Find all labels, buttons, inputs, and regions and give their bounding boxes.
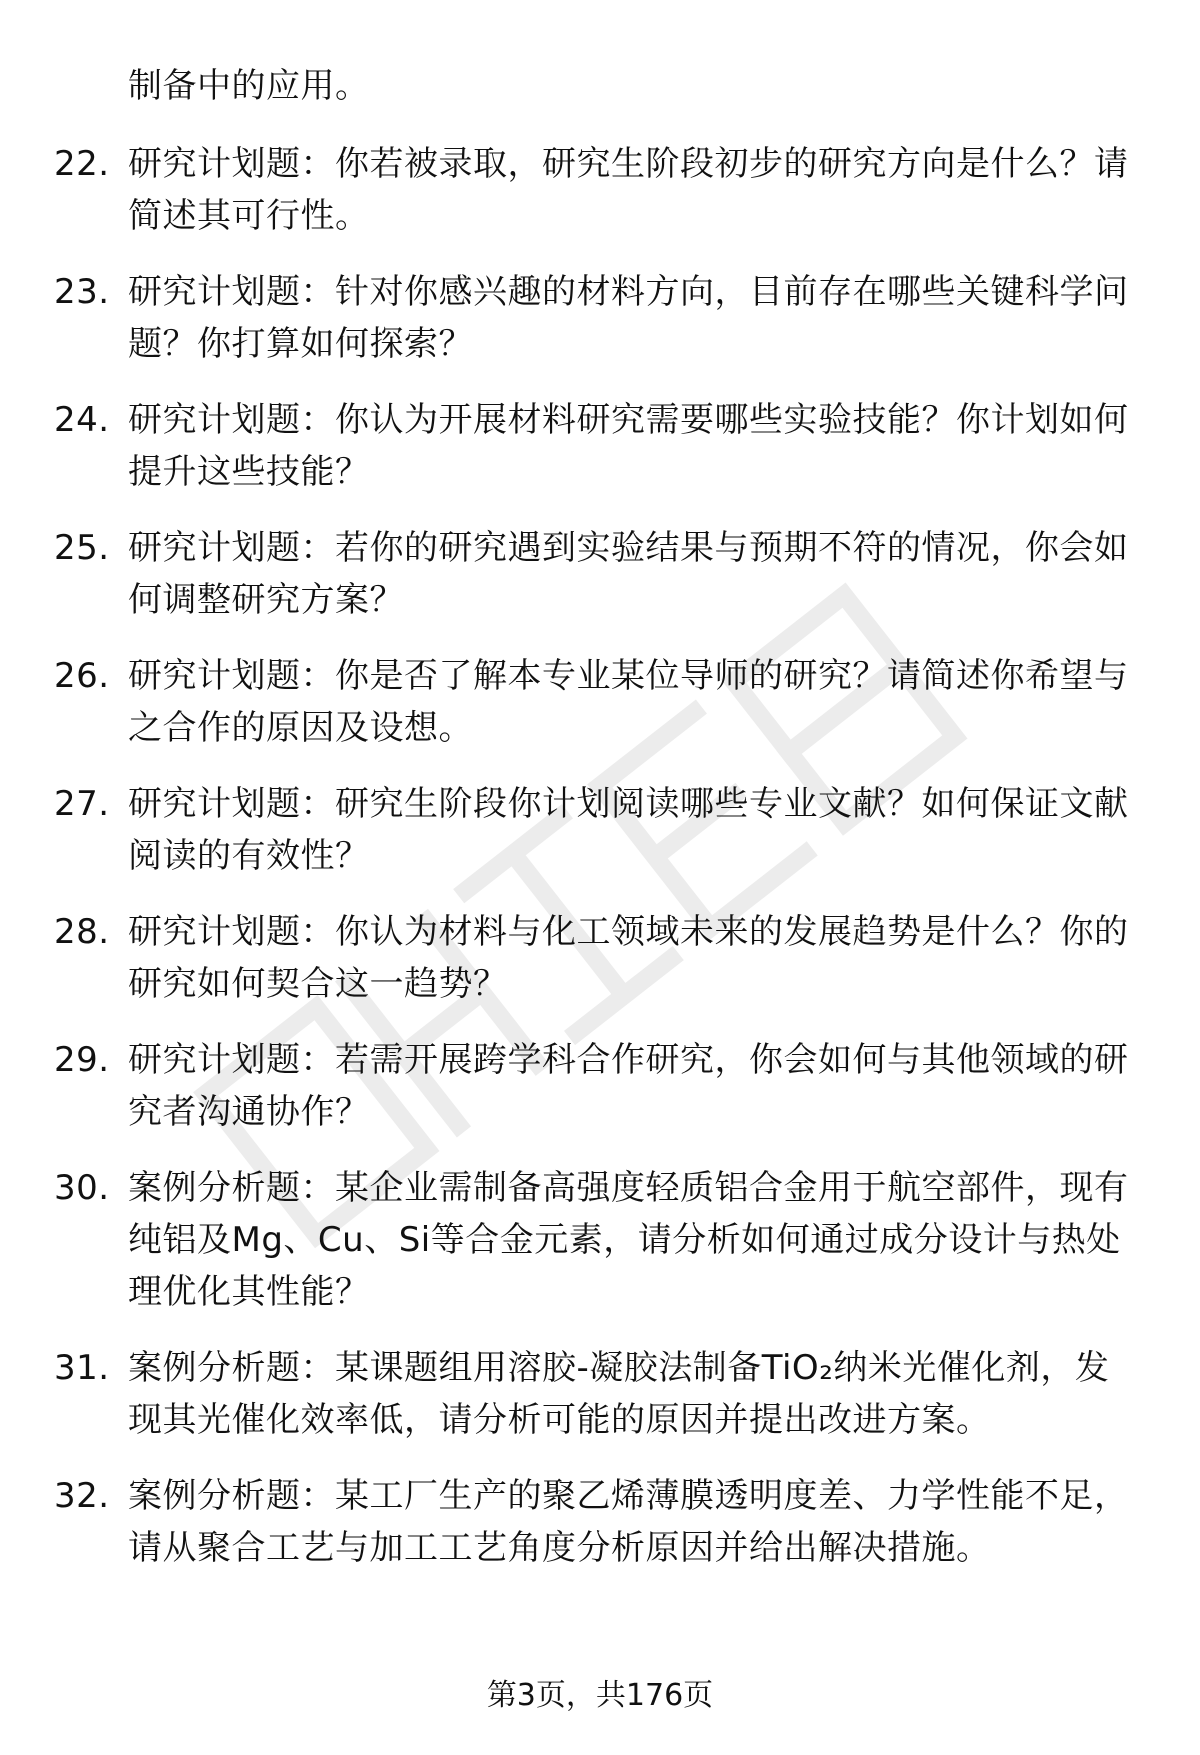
question-text: 案例分析题：某课题组用溶胶-凝胶法制备TiO₂纳米光催化剂，发现其光催化效率低，请分析可能的原因并提出改进方案。 (128, 1348, 1110, 1440)
question-text: 研究计划题：研究生阶段你计划阅读哪些专业文献？如何保证文献阅读的有效性？ (128, 784, 1129, 876)
question-item (0, 138, 1200, 242)
question-number: 24. (54, 400, 110, 440)
continuation-text: 制备中的应用。 (128, 66, 370, 106)
question-number: 31. (54, 1348, 110, 1388)
question-item (0, 1162, 1200, 1318)
question-text: 案例分析题：某企业需制备高强度轻质铝合金用于航空部件，现有纯铝及Mg、Cu、Si等合金元素，请分析如何通过成分设计与热处理优化其性能？ (128, 1168, 1129, 1312)
question-text: 研究计划题：你若被录取，研究生阶段初步的研究方向是什么？请简述其可行性。 (128, 144, 1129, 236)
question-text: 研究计划题：针对你感兴趣的材料方向，目前存在哪些关键科学问题？你打算如何探索？ (128, 272, 1129, 364)
question-item (0, 394, 1200, 498)
question-item (0, 650, 1200, 754)
question-number: 30. (54, 1168, 110, 1208)
question-item (0, 266, 1200, 370)
question-item (0, 1470, 1200, 1574)
question-text: 研究计划题：若需开展跨学科合作研究，你会如何与其他领域的研究者沟通协作？ (128, 1040, 1129, 1132)
question-number: 22. (54, 144, 110, 184)
question-number: 25. (54, 528, 110, 568)
question-item (0, 1034, 1200, 1138)
question-text: 研究计划题：若你的研究遇到实验结果与预期不符的情况，你会如何调整研究方案？ (128, 528, 1129, 620)
question-item (0, 1342, 1200, 1446)
question-text: 研究计划题：你认为材料与化工领域未来的发展趋势是什么？你的研究如何契合这一趋势？ (128, 912, 1129, 1004)
question-text: 研究计划题：你是否了解本专业某位导师的研究？请简述你希望与之合作的原因及设想。 (128, 656, 1129, 748)
question-number: 29. (54, 1040, 110, 1080)
question-text: 案例分析题：某工厂生产的聚乙烯薄膜透明度差、力学性能不足，请从聚合工艺与加工工艺角度分析原因并给出解决措施。 (128, 1476, 1129, 1568)
question-item (0, 778, 1200, 882)
page-footer: 第3页，共176页 (486, 1678, 714, 1713)
question-list (0, 138, 1200, 1598)
question-number: 26. (54, 656, 110, 696)
question-item (0, 906, 1200, 1010)
question-number: 28. (54, 912, 110, 952)
question-number: 27. (54, 784, 110, 824)
question-item (0, 522, 1200, 626)
question-text: 研究计划题：你认为开展材料研究需要哪些实验技能？你计划如何提升这些技能？ (128, 400, 1129, 492)
question-number: 32. (54, 1476, 110, 1516)
question-number: 23. (54, 272, 110, 312)
